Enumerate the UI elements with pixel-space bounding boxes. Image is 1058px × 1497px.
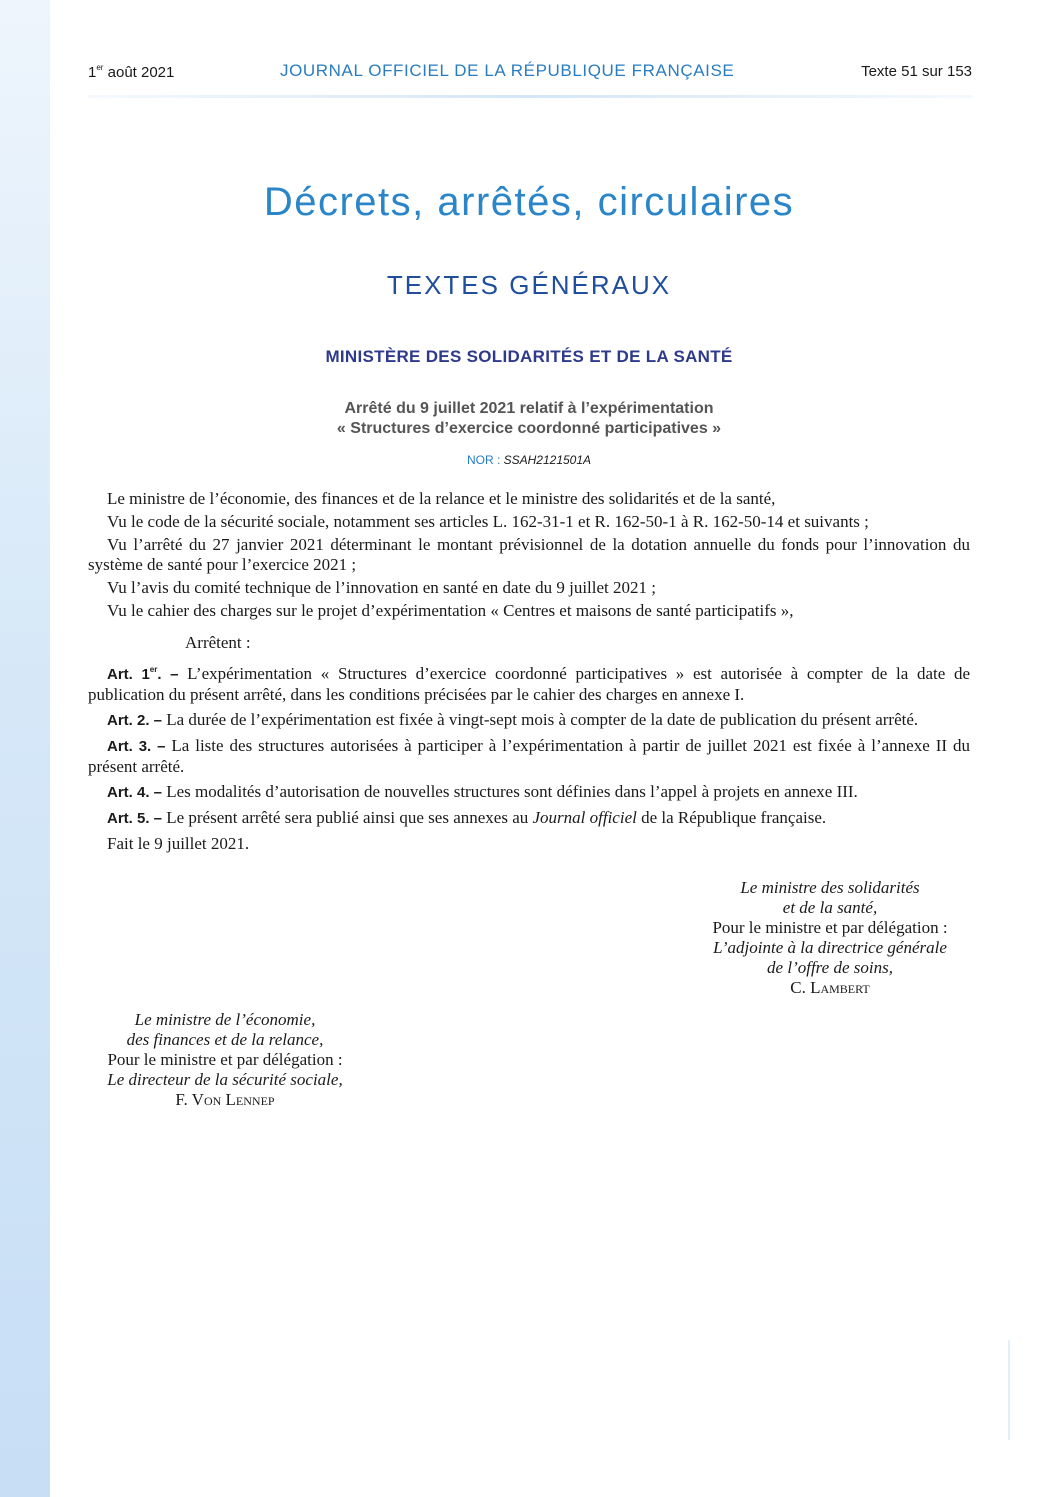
signature-block-economie: Le ministre de l’économie, des finances et de la relance, Pour le ministre et par délégation : Le directeur de la sécurité sociale, F. Von Lennep [75,1010,375,1110]
header-divider [88,95,972,98]
arrete-title: Arrêté du 9 juillet 2021 relatif à l’expérimentation « Structures d’exercice coordonné participatives » [336,400,722,437]
document-body [88,489,970,857]
section-title: Décrets, arrêtés, circulaires [263,180,795,224]
subsection-title: TEXTES GÉNÉRAUX [386,270,672,300]
preamble-paragraph: Vu l’avis du comité technique de l’innovation en santé en date du 9 juillet 2021 ; [107,578,656,597]
preamble-paragraph: Vu le code de la sécurité sociale, notamment ses articles L. 162-31-1 et R. 162-50-1 à R. 162-50-14 et suivants ; [107,512,869,531]
signature-date: Fait le 9 juillet 2021. [107,834,250,853]
signatory-name: F. Von Lennep [175,1090,275,1109]
signature-block-sante: Le ministre des solidarités et de la santé, Pour le ministre et par délégation : L’adjointe à la directrice générale de l’offre de soins, C. Lambert [680,878,980,998]
preamble-paragraph: Vu le cahier des charges sur le projet d’expérimentation « Centres et maisons de santé participatifs », [107,601,794,620]
preamble-paragraph: Le ministre de l’économie, des finances et de la relance et le ministre des solidarités et de la santé, [107,489,776,508]
preamble-paragraph: Vu l’arrêté du 27 janvier 2021 déterminant le montant prévisionnel de la dotation annuelle du fonds pour l’innovation du système de santé pour l’exercice 2021 ; [88,535,970,574]
arretent-line: Arrêtent : [185,633,251,652]
ministry-heading: MINISTÈRE DES SOLIDARITÉS ET DE LA SANTÉ [325,347,733,366]
signatory-name: C. Lambert [790,978,870,997]
right-edge-mark [1008,1340,1010,1440]
article-4: Art. 4. – Les modalités d’autorisation de nouvelles structures sont définies dans l’appel à projets en annexe III. [107,782,858,801]
article-2: Art. 2. – La durée de l’expérimentation est fixée à vingt-sept mois à compter de la date de publication du présent arrêté. [107,710,919,729]
article-1: Art. 1er. – L’expérimentation « Structures d’exercice coordonné participatives » est autorisée à compter de la date de publication du présent arrêté, dans les conditions précisées par le cahier des charges en annexe I. [88,664,970,704]
article-3: Art. 3. – La liste des structures autorisées à participer à l’expérimentation à partir de juillet 2021 est fixée à l’annexe II du présent arrêté. [88,736,970,776]
journal-title: JOURNAL OFFICIEL DE LA RÉPUBLIQUE FRANÇAISE [280,61,735,80]
page-header [88,60,972,84]
article-5: Art. 5. – Le présent arrêté sera publié ainsi que ses annexes au Journal officiel de la République française. [107,808,827,827]
nor-reference: NOR : SSAH2121501A [466,453,592,467]
text-number: Texte 51 sur 153 [861,63,972,80]
header-date: 1er août 2021 [88,63,175,81]
